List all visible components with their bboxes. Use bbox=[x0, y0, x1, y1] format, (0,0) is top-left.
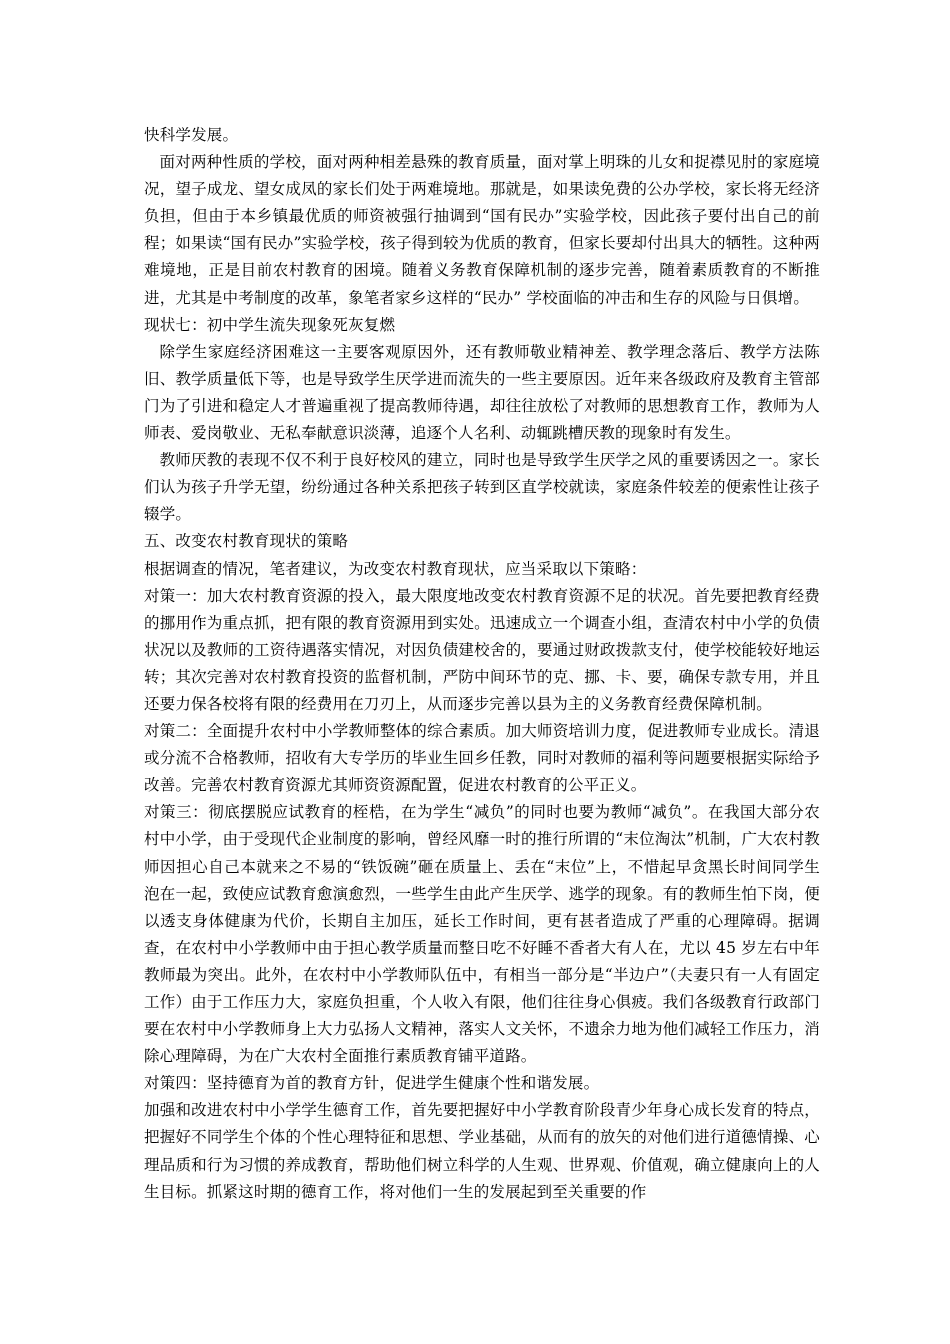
paragraph-strategy-one: 对策一：加大农村教育资源的投入，最大限度地改变农村教育资源不足的状况。首先要把教育经费的挪用作为重点抓，把有限的教育资源用到实处。迅速成立一个调查小组，查清农村中小学的负债状况以及教师的工资待遇落实情况，对因负债建校舍的，要通过财政拨款支付，使学校能较好地运转；其次完善对农村教育投资的监督机制，严防中间环节的克、挪、卡、要，确保专款专用，并且还要力保各校将有限的经费用在刀刃上，从而逐步完善以县为主的义务教育经费保障机制。 bbox=[144, 586, 820, 713]
paragraph-moral-education: 加强和改进农村中小学学生德育工作，首先要把握好中小学教育阶段青少年身心成长发育的特点，把握好不同学生个体的个性心理特征和思想、学业基础，从而有的放矢的对他们进行道德情操、心理品质和行为习惯的养成教育，帮助他们树立科学的人生观、世界观、价值观，确立健康向上的人生目标。抓紧这时期的德育工作，将对他们一生的发展起到至关重要的作 bbox=[144, 1101, 820, 1201]
paragraph-teacher-burnout: 教师厌教的表现不仅不利于良好校风的建立，同时也是导致学生厌学之风的重要诱因之一。家长们认为孩子升学无望，纷纷通过各种关系把孩子转到区直学校就读，家庭条件较差的便索性让孩子辍学。 bbox=[144, 451, 820, 524]
paragraph-strategy-four: 对策四：坚持德育为首的教育方针，促进学生健康个性和谐发展。 bbox=[144, 1074, 600, 1093]
heading-section-five: 五、改变农村教育现状的策略 bbox=[144, 532, 349, 551]
paragraph-continuation: 快科学发展。 bbox=[144, 126, 239, 144]
paragraph-dilemma: 面对两种性质的学校，面对两种相差悬殊的教育质量，面对掌上明珠的儿女和捉襟见肘的家庭境况，望子成龙、望女成凤的家长们处于两难境地。那就是，如果读免费的公办学校，家长将无经济负担，但由于本乡镇最优质的师资被强行抽调到“国有民办”实验学校，因此孩子要付出自己的前程；如果读“国有民办”实验学校，孩子得到较为优质的教育，但家长要却付出具大的牺牲。这种两难境地，正是目前农村教育的困境。随着义务教育保障机制的逐步完善，随着素质教育的不断推进，尤其是中考制度的改革，象笔者家乡这样的“民办” 学校面临的冲击和生存的风险与日俱增。 bbox=[144, 153, 820, 307]
heading-status-seven: 现状七：初中学生流失现象死灰复燃 bbox=[144, 315, 396, 334]
paragraph-dropout-causes: 除学生家庭经济困难这一主要客观原因外，还有教师敬业精神差、教学理念落后、教学方法陈旧、教学质量低下等，也是导致学生厌学进而流失的一些主要原因。近年来各级政府及教育主管部门为了引进和稳定人才普遍重视了提高教师待遇，却往往放松了对教师的思想教育工作，教师为人师表、爱岗敬业、无私奉献意识淡薄，追逐个人名利、动辄跳槽厌教的现象时有发生。 bbox=[144, 342, 820, 443]
paragraph-strategy-two: 对策二：全面提升农村中小学教师整体的综合素质。加大师资培训力度，促进教师专业成长。清退或分流不合格教师，招收有大专学历的毕业生回乡任教，同时对教师的福利等问题要根据实际给予改善。完善农村教育资源尤其师资资源配置，促进农村教育的公平正义。 bbox=[144, 722, 820, 795]
paragraph-strategy-intro: 根据调查的情况，笔者建议，为改变农村教育现状，应当采取以下策略： bbox=[144, 559, 647, 578]
document-body bbox=[144, 122, 820, 1206]
paragraph-strategy-three: 对策三：彻底摆脱应试教育的桎梏，在为学生“减负”的同时也要为教师“减负”。在我国大部分农村中小学，由于受现代企业制度的影响，曾经风靡一时的推行所谓的“末位淘汰”机制，广大农村教师因担心自己本就来之不易的“铁饭碗”砸在质量上、丢在“末位”上，不惜起早贪黑长时间同学生泡在一起，致使应试教育愈演愈烈，一些学生由此产生厌学、逃学的现象。有的教师生怕下岗，便以透支身体健康为代价，长期自主加压，延长工作时间，更有甚者造成了严重的心理障碍。据调查，在农村中小学教师中由于担心教学质量而整日吃不好睡不香者大有人在，尤以 45 岁左右中年教师最为突出。此外，在农村中小学教师队伍中，有相当一部分是“半边户”（夫妻只有一人有固定工作）由于工作压力大，家庭负担重，个人收入有限，他们往往身心俱疲。我们各级教育行政部门要在农村中小学教师身上大力弘扬人文精神，落实人文关怀，不遗余力地为他们减轻工作压力，消除心理障碍，为在广大农村全面推行素质教育铺平道路。 bbox=[144, 803, 820, 1066]
